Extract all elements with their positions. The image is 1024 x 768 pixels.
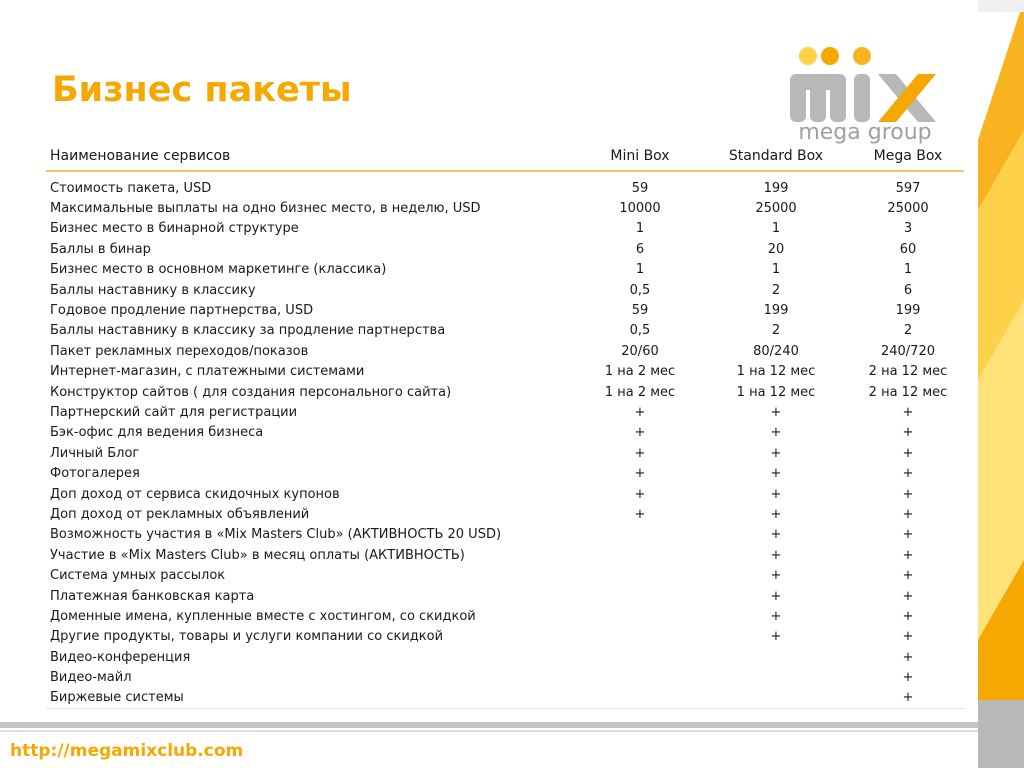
- cell-standard-box: [700, 647, 852, 667]
- table-row: [46, 219, 964, 239]
- header-service-name: Наименование сервисов: [46, 142, 580, 171]
- cell-mega-box: 240/720: [880, 343, 935, 359]
- cell-mega-box: +: [902, 608, 914, 624]
- cell-mini-box: 1 на 2 мес: [604, 384, 676, 400]
- table-row: [46, 545, 964, 565]
- cell-standard-box: 199: [763, 180, 789, 196]
- cell-mini-box: 59: [631, 180, 649, 196]
- table-row: [46, 321, 964, 341]
- cell-mini-box: [580, 606, 700, 626]
- cell-service-name: Партнерский сайт для регистрации: [50, 404, 298, 420]
- grey-stripe-right: [978, 0, 1024, 12]
- grey-stripe-bottom: [0, 722, 978, 728]
- cell-standard-box: +: [770, 568, 782, 584]
- cell-standard-box: 1 на 12 мес: [736, 384, 816, 400]
- cell-mini-box: +: [634, 445, 646, 461]
- cell-mega-box: +: [902, 425, 914, 441]
- cell-standard-box: [700, 688, 852, 709]
- cell-standard-box: +: [770, 466, 782, 482]
- cell-standard-box: 80/240: [753, 343, 799, 359]
- cell-service-name: Доменные имена, купленные вместе с хостингом, со скидкой: [50, 608, 476, 624]
- cell-mini-box: [580, 525, 700, 545]
- footer-link[interactable]: http://megamixclub.com: [10, 741, 244, 761]
- cell-mini-box: 20/60: [621, 343, 659, 359]
- cell-mini-box: 0,5: [629, 282, 651, 298]
- cell-mega-box: 597: [895, 180, 921, 196]
- cell-mini-box: 0,5: [629, 323, 651, 339]
- cell-service-name: Пакет рекламных переходов/показов: [50, 343, 309, 359]
- logo-subtitle: mega group: [798, 120, 932, 145]
- table-row: [46, 423, 964, 443]
- cell-service-name: Баллы наставнику в классику: [50, 282, 256, 298]
- cell-mini-box: [580, 545, 700, 565]
- table-row: [46, 402, 964, 422]
- cell-mini-box: [580, 627, 700, 647]
- header-standard-box: Standard Box: [700, 142, 852, 171]
- cell-service-name: Годовое продление партнерства, USD: [50, 303, 314, 319]
- cell-mini-box: 59: [631, 303, 649, 319]
- cell-service-name: Участие в «Mix Masters Club» в месяц оплаты (АКТИВНОСТЬ): [50, 547, 465, 563]
- table-row: [46, 382, 964, 402]
- header-mega-box: Mega Box: [852, 142, 964, 171]
- cell-mega-box: 3: [903, 221, 913, 237]
- table-row: [46, 688, 964, 709]
- cell-mini-box: [580, 688, 700, 709]
- cell-mini-box: [580, 667, 700, 687]
- cell-mini-box: [580, 647, 700, 667]
- cell-mini-box: 10000: [619, 201, 661, 217]
- table-row: [46, 627, 964, 647]
- cell-standard-box: +: [770, 527, 782, 543]
- cell-mini-box: 1: [635, 221, 645, 237]
- page-title: Бизнес пакеты: [52, 70, 352, 110]
- cell-service-name: Максимальные выплаты на одно бизнес место, в неделю, USD: [50, 201, 481, 217]
- cell-mega-box: +: [902, 404, 914, 420]
- cell-standard-box: 25000: [755, 201, 797, 217]
- cell-mini-box: +: [634, 425, 646, 441]
- cell-mega-box: 2 на 12 мес: [868, 384, 948, 400]
- cell-mega-box: +: [902, 506, 914, 522]
- table-row: [46, 647, 964, 667]
- cell-service-name: Баллы в бинар: [50, 241, 151, 257]
- cell-standard-box: +: [770, 608, 782, 624]
- cell-service-name: Биржевые системы: [46, 688, 580, 709]
- cell-mega-box: 2: [903, 323, 913, 339]
- table-row: [46, 525, 964, 545]
- cell-mega-box: +: [902, 588, 914, 604]
- table-body: [46, 171, 964, 709]
- cell-standard-box: +: [770, 588, 782, 604]
- cell-mini-box: 1 на 2 мес: [604, 364, 676, 380]
- table-row: [46, 198, 964, 218]
- cell-mini-box: +: [634, 466, 646, 482]
- cell-service-name: Бизнес место в основном маркетинге (классика): [50, 262, 387, 278]
- cell-mega-box: 60: [899, 241, 917, 257]
- logo-i-letter: [853, 47, 871, 122]
- cell-mini-box: +: [634, 506, 646, 522]
- logo-x-letter: [878, 74, 936, 122]
- table-row: [46, 586, 964, 606]
- header-mini-box: Mini Box: [580, 142, 700, 171]
- cell-service-name: Платежная банковская карта: [50, 588, 255, 604]
- cell-standard-box: 1: [771, 221, 781, 237]
- cell-standard-box: +: [770, 404, 782, 420]
- cell-standard-box: +: [770, 425, 782, 441]
- table-row: [46, 484, 964, 504]
- table-row: [46, 300, 964, 320]
- table-row: [46, 280, 964, 300]
- table-spacer: [46, 171, 964, 178]
- cell-standard-box: +: [770, 547, 782, 563]
- cell-service-name: Стоимость пакета, USD: [50, 180, 212, 196]
- cell-mega-box: +: [902, 629, 914, 645]
- cell-standard-box: 20: [767, 241, 785, 257]
- cell-service-name: Доп доход от сервиса скидочных купонов: [50, 486, 340, 502]
- grey-stripe-right-bottom: [978, 700, 1024, 768]
- table-row: [46, 341, 964, 361]
- cell-service-name: Другие продукты, товары и услуги компании со скидкой: [50, 629, 444, 645]
- cell-mega-box: +: [902, 486, 914, 502]
- cell-service-name: Доп доход от рекламных объявлений: [50, 506, 310, 522]
- cell-mini-box: +: [634, 486, 646, 502]
- cell-standard-box: 2: [771, 323, 781, 339]
- cell-mega-box: +: [902, 568, 914, 584]
- cell-mega-box: 2 на 12 мес: [868, 364, 948, 380]
- cell-standard-box: [700, 667, 852, 687]
- table-row: [46, 260, 964, 280]
- cell-standard-box: 2: [771, 282, 781, 298]
- cell-mini-box: [580, 565, 700, 585]
- cell-standard-box: +: [770, 629, 782, 645]
- cell-standard-box: 199: [763, 303, 789, 319]
- cell-service-name: Бизнес место в бинарной структуре: [50, 221, 299, 237]
- cell-service-name: Личный Блог: [50, 445, 140, 461]
- cell-standard-box: 1 на 12 мес: [736, 364, 816, 380]
- logo-m-letter: [790, 47, 846, 122]
- cell-mega-box: 1: [903, 262, 913, 278]
- cell-standard-box: +: [770, 506, 782, 522]
- table-row: [46, 178, 964, 198]
- cell-service-name: Бэк-офис для ведения бизнеса: [50, 425, 264, 441]
- cell-mega-box: +: [902, 445, 914, 461]
- cell-mega-box: +: [902, 527, 914, 543]
- cell-service-name: Конструктор сайтов ( для создания персонального сайта): [50, 384, 452, 400]
- cell-service-name: Интернет-магазин, с платежными системами: [50, 364, 365, 380]
- table-header-row: [46, 142, 964, 171]
- table-row: [46, 443, 964, 463]
- table-row: [46, 565, 964, 585]
- cell-mega-box: +: [902, 670, 914, 686]
- table-row: [46, 667, 964, 687]
- cell-mega-box: 199: [895, 303, 921, 319]
- cell-mega-box: 6: [903, 282, 913, 298]
- cell-mini-box: +: [634, 404, 646, 420]
- cell-mega-box: +: [902, 466, 914, 482]
- cell-standard-box: +: [770, 445, 782, 461]
- table-row: [46, 504, 964, 524]
- cell-service-name: Возможность участия в «Mix Masters Club» (АКТИВНОСТЬ 20 USD): [50, 527, 502, 543]
- cell-mega-box: +: [852, 688, 964, 709]
- services-table: [46, 142, 964, 709]
- cell-mini-box: [580, 586, 700, 606]
- table-row: [46, 463, 964, 483]
- cell-mini-box: 6: [635, 241, 645, 257]
- table-row: [46, 606, 964, 626]
- cell-mega-box: 25000: [887, 201, 929, 217]
- cell-mega-box: +: [902, 547, 914, 563]
- cell-service-name: Видео-майл: [50, 670, 132, 686]
- cell-service-name: Видео-конференция: [50, 649, 191, 665]
- cell-service-name: Фотогалерея: [50, 466, 140, 482]
- cell-mega-box: +: [902, 649, 914, 665]
- table-row: [46, 239, 964, 259]
- cell-mini-box: 1: [635, 262, 645, 278]
- cell-standard-box: +: [770, 486, 782, 502]
- cell-service-name: Баллы наставнику в классику за продление партнерства: [50, 323, 446, 339]
- grey-thin-stripe: [0, 730, 978, 732]
- cell-service-name: Система умных рассылок: [50, 568, 226, 584]
- table-row: [46, 362, 964, 382]
- cell-standard-box: 1: [771, 262, 781, 278]
